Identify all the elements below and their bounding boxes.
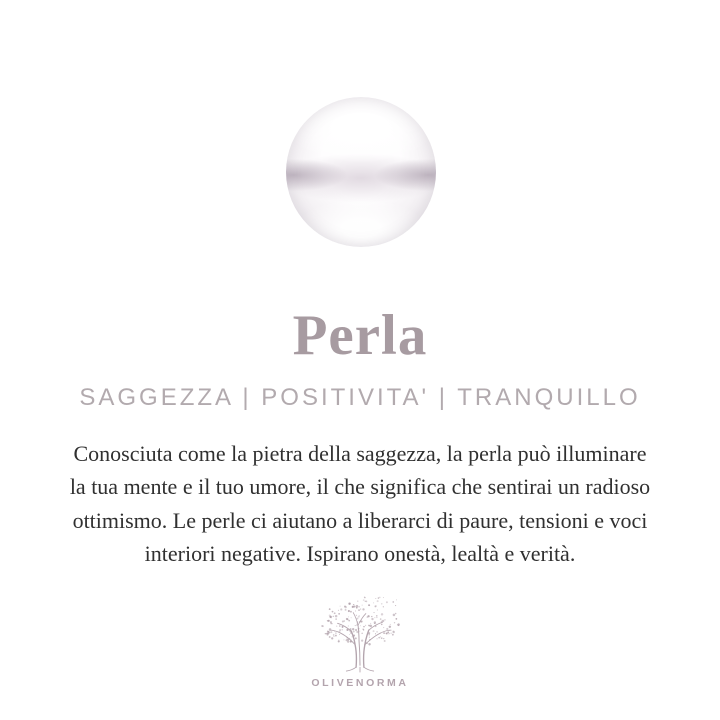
page-title: Perla	[292, 304, 428, 367]
description	[24, 437, 696, 571]
subtitle-keywords: SAGGEZZA | POSITIVITA' | TRANQUILLO	[79, 384, 641, 411]
description-line: ottimismo. Le perle ci aiutano a liberarci di paure, tensioni e voci	[72, 507, 648, 533]
pearl-image	[286, 97, 436, 247]
description-line: Conosciuta come la pietra della saggezza, la perla può illuminare	[73, 441, 647, 466]
brand-name: OLIVENORMA	[311, 677, 409, 689]
description-line: la tua mente e il tuo umore, il che significa che sentirai un radioso	[69, 474, 651, 500]
olive-tree-icon	[311, 596, 409, 674]
description-line: interiori negative. Ispirano onestà, lealtà e verità.	[144, 541, 576, 567]
brand-logo	[0, 596, 720, 689]
